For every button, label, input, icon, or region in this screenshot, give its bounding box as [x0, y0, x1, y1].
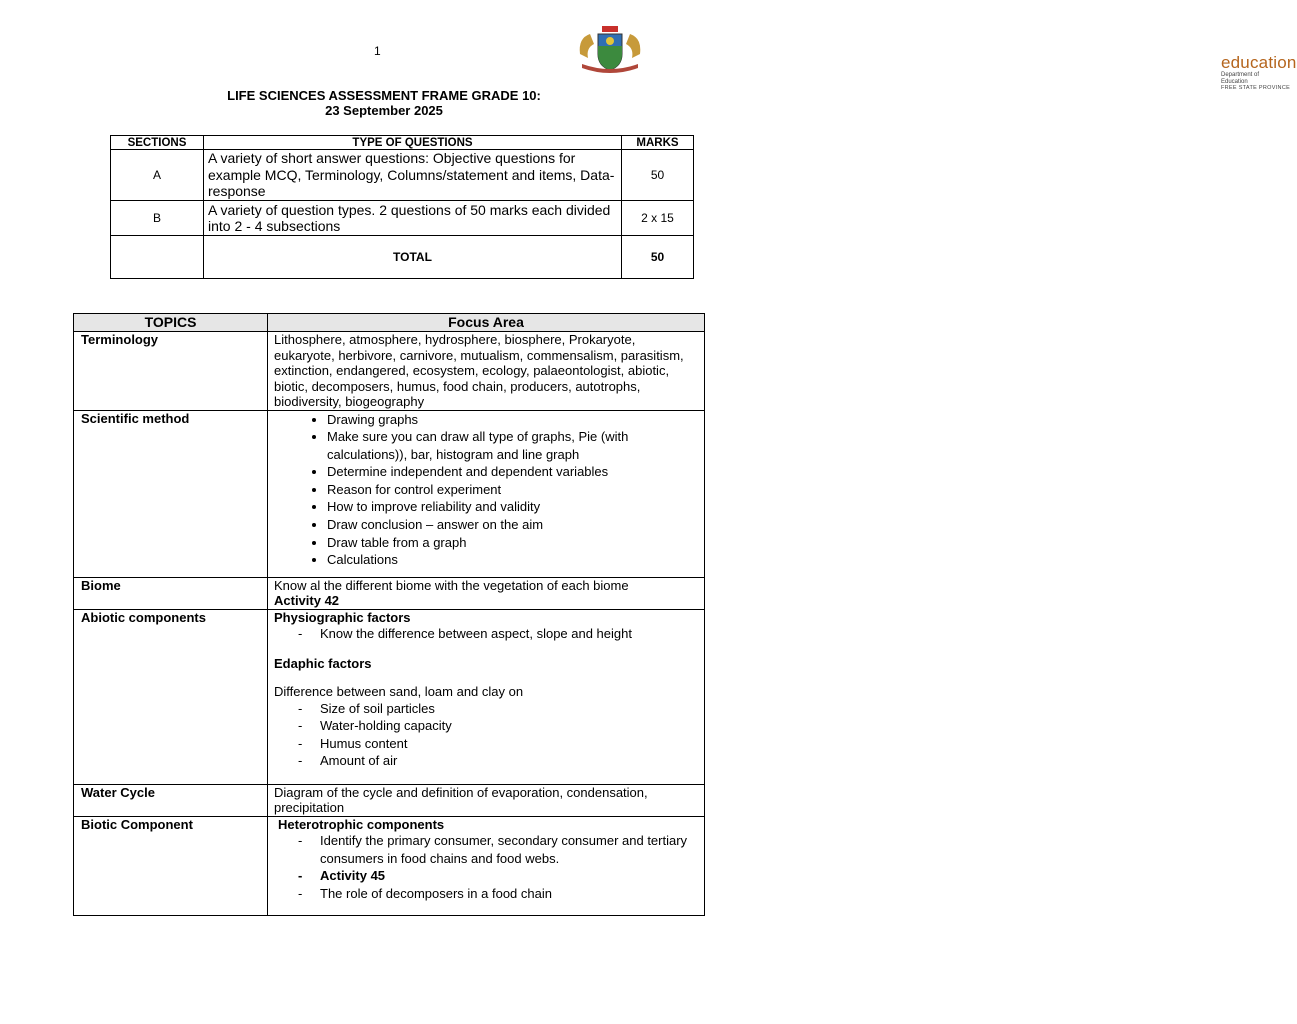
logo-line-2: Education — [1221, 78, 1248, 85]
water-cycle-focus: Diagram of the cycle and definition of evaporation, condensation, precipitation — [268, 784, 705, 816]
list-item: • Determine independent and dependent variables — [327, 463, 698, 481]
list-item: - Water-holding capacity — [320, 717, 698, 735]
table-row — [74, 816, 705, 915]
list-item: - Activity 45 — [320, 867, 698, 885]
empty-cell — [111, 236, 204, 279]
list-item: • Draw table from a graph — [327, 534, 698, 552]
header-focus-area: Focus Area — [268, 314, 705, 332]
table-row — [111, 201, 694, 236]
list-item: • Drawing graphs — [327, 411, 698, 429]
physiographic-list — [274, 625, 698, 643]
sections-header-row — [111, 136, 694, 150]
list-item: - Know the difference between aspect, slope and height — [320, 625, 698, 643]
department-logo — [574, 24, 1297, 91]
total-row — [111, 236, 694, 279]
edaphic-heading: Edaphic factors — [274, 655, 372, 671]
list-item: • Make sure you can draw all type of graphs, Pie (with calculations)), bar, histogram and line graph — [327, 428, 698, 463]
logo-line-1: Department of — [1221, 72, 1260, 78]
table-row — [74, 609, 705, 784]
biome-text: Know al the different biome with the vegetation of each biome — [274, 577, 629, 593]
heterotrophic-heading: Heterotrophic components — [278, 816, 445, 832]
header-marks: MARKS — [622, 136, 694, 150]
list-item: • Draw conclusion – answer on the aim — [327, 516, 698, 534]
document-date: 23 September 2025 — [325, 103, 443, 118]
header-type-of-questions: TYPE OF QUESTIONS — [204, 136, 622, 150]
topic-abiotic-components: Abiotic components — [74, 609, 268, 784]
biotic-list — [274, 832, 698, 902]
table-row — [74, 332, 705, 411]
header-sections: SECTIONS — [111, 136, 204, 150]
logo-wordmark: education — [1221, 53, 1297, 72]
section-cell: A — [111, 150, 204, 201]
list-item: - Size of soil particles — [320, 700, 698, 718]
logo-line-3: FREE STATE PROVINCE — [1221, 85, 1291, 91]
header-topics: TOPICS — [74, 314, 268, 332]
section-cell: B — [111, 201, 204, 236]
list-item: - Humus content — [320, 735, 698, 753]
terminology-focus: Lithosphere, atmosphere, hydrosphere, biosphere, Prokaryote, eukaryote, herbivore, carnivore, mutualism, commensalism, parasitism, extinction, endangered, ecosystem, ecology, palaeontologist, abiotic, biotic, decomposers, humus, food chain, producers, autotrophs, biodiversity, biogeography — [268, 332, 705, 411]
marks-cell: 2 x 15 — [622, 201, 694, 236]
type-cell: A variety of short answer questions: Objective questions for example MCQ, Terminology, Columns/statement and items, Data-response — [204, 150, 622, 201]
biome-activity: Activity 42 — [274, 593, 340, 608]
scientific-method-list — [274, 411, 698, 569]
table-row — [111, 150, 694, 201]
table-row — [74, 577, 705, 609]
sections-table — [110, 135, 694, 279]
edaphic-list — [274, 700, 698, 770]
type-cell: A variety of question types. 2 questions of 50 marks each divided into 2 - 4 subsections — [204, 201, 622, 236]
edaphic-intro: Difference between sand, loam and clay on — [274, 684, 524, 700]
document-title: LIFE SCIENCES ASSESSMENT FRAME GRADE 10: — [227, 88, 541, 103]
list-item: - Amount of air — [320, 752, 698, 770]
list-item: • Calculations — [327, 551, 698, 569]
abiotic-focus — [268, 609, 705, 784]
topic-terminology: Terminology — [74, 332, 268, 411]
topic-water-cycle: Water Cycle — [74, 784, 268, 816]
list-item: • Reason for control experiment — [327, 481, 698, 499]
total-label: TOTAL — [204, 236, 622, 279]
table-row — [74, 784, 705, 816]
biotic-focus — [268, 816, 705, 915]
topics-table — [73, 313, 705, 916]
list-item: - Identify the primary consumer, secondary consumer and tertiary consumers in food chains and food webs. — [320, 832, 698, 867]
table-row — [74, 410, 705, 577]
list-item: • How to improve reliability and validity — [327, 498, 698, 516]
topics-header-row — [74, 314, 705, 332]
topic-scientific-method: Scientific method — [74, 410, 268, 577]
scientific-method-focus — [268, 410, 705, 577]
page-number: 1 — [374, 44, 381, 58]
physiographic-heading: Physiographic factors — [274, 609, 411, 625]
list-item: - The role of decomposers in a food chain — [320, 885, 698, 903]
topic-biome: Biome — [74, 577, 268, 609]
topic-biotic-component: Biotic Component — [74, 816, 268, 915]
marks-cell: 50 — [622, 150, 694, 201]
biome-focus — [268, 577, 705, 609]
coat-of-arms-icon — [574, 24, 646, 74]
total-marks: 50 — [622, 236, 694, 279]
